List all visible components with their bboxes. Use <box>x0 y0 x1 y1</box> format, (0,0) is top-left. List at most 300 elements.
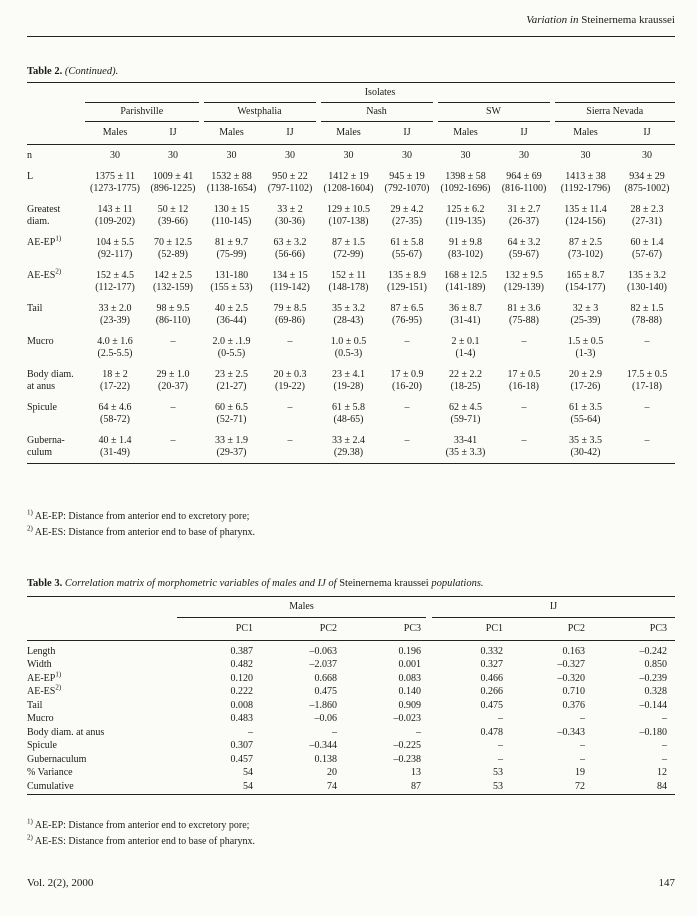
table2-cell-line: 61 ± 3.5 <box>569 402 602 413</box>
table3-cell: 53 <box>493 780 503 792</box>
table2-cell-line: 23 ± 4.1 <box>332 369 365 380</box>
table2-cell-line: 142 ± 2.5 <box>154 270 192 281</box>
table2-cell-line: (19-28) <box>333 381 364 392</box>
table2-cell <box>318 397 379 430</box>
table2-cell-line: – <box>287 435 293 446</box>
table2-row-label-footnote-mark: 1) <box>55 234 62 243</box>
table2-cell-line: 1.5 ± 0.5 <box>567 336 604 347</box>
table2-cell-line: 87 ± 2.5 <box>569 237 602 248</box>
running-head-species: Steinernema kraussei <box>581 14 675 26</box>
table2-cell <box>262 430 318 464</box>
table3-cell: –1.860 <box>309 699 337 711</box>
table2-cell <box>435 430 496 464</box>
table2-cell <box>435 166 496 199</box>
table2-cell <box>496 265 552 298</box>
table2-footnote-1-text: AE-EP: Distance from anterior end to excretory pore; <box>34 511 250 522</box>
table2-cell-line: – <box>404 402 410 413</box>
table2-cell <box>318 166 379 199</box>
table2-cell-line: 152 ± 11 <box>330 270 367 281</box>
table2-cell <box>201 232 262 265</box>
table3-row-label-text: AE-ES <box>27 686 56 698</box>
table2-cell-line: – <box>644 336 650 347</box>
table3-cell: 12 <box>657 767 667 779</box>
table2-cell <box>145 430 201 464</box>
table2-cell-line: (52-71) <box>216 414 247 425</box>
table2-cell <box>379 430 435 464</box>
table2-cell <box>552 166 619 199</box>
table2-cell <box>619 232 675 265</box>
table2-cell-line: 135 ± 8.9 <box>388 270 426 281</box>
table2-cell <box>496 430 552 464</box>
table3-cell: 0.138 <box>314 753 337 765</box>
table2-cell-line: (124-156) <box>565 216 606 227</box>
table2-cell-line: (20-37) <box>158 381 188 392</box>
table2-cell-line: 964 ± 69 <box>506 171 542 182</box>
table3-cell: 0.196 <box>398 645 421 657</box>
table2-cell <box>262 145 318 166</box>
table3-pc-header: PC2 <box>319 623 337 634</box>
table2-cell-line: 30 <box>642 150 652 161</box>
table2-cell-line: 129 ± 10.5 <box>327 204 370 215</box>
table2-cell-line: – <box>521 402 527 413</box>
table2-cell-line: 934 ± 29 <box>629 171 665 182</box>
table2-cell-line: 28 ± 2.3 <box>630 204 664 215</box>
table2-cell <box>496 298 552 331</box>
table2-cell-line: 40 ± 2.5 <box>215 303 248 314</box>
table2-row-label-line: Tail <box>27 303 43 314</box>
table2-cell-line: 82 ± 1.5 <box>630 303 664 314</box>
table3-row-label <box>27 699 177 713</box>
table2-cell-line: 104 ± 5.5 <box>96 237 134 248</box>
table2-cell-line: 1412 ± 19 <box>328 171 369 182</box>
table2-cell-line: 1532 ± 88 <box>211 171 252 182</box>
table2-cell <box>201 331 262 364</box>
table2-cell-line: (154-177) <box>565 282 606 293</box>
table2-cell-line: 168 ± 12.5 <box>444 270 487 281</box>
table2-cell-line: 40 ± 1.4 <box>98 435 132 446</box>
table3-row-label <box>27 672 177 686</box>
table2-cell-line: 135 ± 11.4 <box>564 204 607 215</box>
table2-row-label <box>27 430 85 464</box>
table2-cell-line: (816-1100) <box>501 183 547 194</box>
table2-cell <box>262 166 318 199</box>
table2-cell-line: 29 ± 4.2 <box>390 204 424 215</box>
table2-sex-header: IJ <box>403 127 411 138</box>
table2-sex-header: Males <box>453 127 478 138</box>
table2-cell-line: (75-99) <box>216 249 247 260</box>
table3-cell: – <box>580 753 585 765</box>
table2-cell <box>379 145 435 166</box>
table2-cell-line: (29.38) <box>333 447 364 458</box>
table2-cell-line: 1398 ± 58 <box>445 171 486 182</box>
table2-cell-line: (52-89) <box>158 249 188 260</box>
table2-cell-line: (1138-1654) <box>206 183 257 194</box>
table2-row <box>27 145 675 166</box>
table2-cell-line: 30 <box>460 150 471 161</box>
table3-row <box>27 672 675 686</box>
table2-cell-line: (25-39) <box>570 315 601 326</box>
table2-row-label <box>27 145 85 166</box>
table2-cell-line: 30 <box>110 150 120 161</box>
table2-cell <box>262 265 318 298</box>
table2-row <box>27 166 675 199</box>
table2-cell-line: 50 ± 12 <box>157 204 189 215</box>
table2-cell-line: (17-26) <box>570 381 601 392</box>
table2-cell-line: (112-177) <box>95 282 135 293</box>
table2-cell-line: (130-140) <box>627 282 667 293</box>
table2-cell <box>619 166 675 199</box>
table3-cell: – <box>498 713 503 725</box>
table3-row-label-text: Width <box>27 659 52 671</box>
table3-cell: 0.376 <box>562 699 585 711</box>
table2-cell-line: 33 ± 2.0 <box>98 303 132 314</box>
table2-group-header: Isolates <box>85 83 675 103</box>
table2-cell-line: (17-18) <box>632 381 662 392</box>
table2-cell-line: (35 ± 3.3) <box>445 447 486 458</box>
table2-cell-line: 30 <box>285 150 295 161</box>
table3-cell: – <box>580 740 585 752</box>
table2-cell-line: (72-99) <box>333 249 364 260</box>
table3-cell: 0.222 <box>230 686 253 698</box>
table2-cell <box>552 397 619 430</box>
table2-cell <box>145 298 201 331</box>
table2-cell-line: 4.0 ± 1.6 <box>97 336 133 347</box>
table3-footnote-2-text: AE-ES: Distance from anterior end to base of pharynx. <box>34 836 256 847</box>
table2-cell-line: 36 ± 8.7 <box>449 303 482 314</box>
table2-cell <box>379 298 435 331</box>
table2-cell-line: – <box>644 402 650 413</box>
table3-cell: 0.909 <box>398 699 421 711</box>
table3-cell: 54 <box>243 780 253 792</box>
table2-cell <box>262 232 318 265</box>
table2-cell <box>435 364 496 397</box>
table2-cell <box>318 364 379 397</box>
table3-cell: 87 <box>411 780 421 792</box>
table2-cell-line: – <box>644 435 650 446</box>
table2-row-label-line: Greatest <box>27 204 61 215</box>
table2-cell <box>318 430 379 464</box>
table2-cell <box>85 397 145 430</box>
table2-cell <box>552 199 619 232</box>
table2-cell <box>318 298 379 331</box>
table3-cell: 54 <box>243 767 253 779</box>
table2-sex-header: IJ <box>643 127 651 138</box>
table2-cell-line: (27-31) <box>632 216 662 227</box>
table2-cell-line: (110-145) <box>211 216 252 227</box>
table2-row-label <box>27 265 85 298</box>
table3-cell: 0.332 <box>480 645 503 657</box>
table3-cell: – <box>416 726 421 738</box>
table2-cell <box>262 397 318 430</box>
table2-cell-line: (155 ± 53) <box>210 282 253 293</box>
table3-cell: –0.344 <box>309 740 337 752</box>
table2-population-header: SW <box>435 103 552 122</box>
table3-row-label-text: Gubernaculum <box>27 753 87 765</box>
table2-cell <box>262 199 318 232</box>
table2-cell <box>619 298 675 331</box>
table3-cell: 13 <box>411 767 421 779</box>
table2-row-label-footnote-mark: 2) <box>55 267 62 276</box>
table2-row-label-line: AE-EP$^{1)}$ <box>27 234 62 248</box>
table2-cell-line: (83-102) <box>448 249 483 260</box>
table2-cell-line: 152 ± 4.5 <box>96 270 134 281</box>
table2-cell <box>201 199 262 232</box>
table2-cell-line: – <box>404 435 410 446</box>
table2-cell-line: (132-159) <box>153 282 193 293</box>
table3-cell: 0.466 <box>480 672 503 684</box>
table2-cell <box>619 199 675 232</box>
table3-row <box>27 641 675 659</box>
table2-cell-line: (1273-1775) <box>90 183 140 194</box>
table3-cell: 0.387 <box>230 645 253 657</box>
table2-cell-line: 20 ± 0.3 <box>273 369 307 380</box>
table3-row-label-text: Mucro <box>27 713 54 725</box>
table2-cell <box>85 166 145 199</box>
table2-row-label <box>27 331 85 364</box>
table2-cell-line: 17.5 ± 0.5 <box>626 369 668 380</box>
table2-cell-line: 81 ± 3.6 <box>507 303 541 314</box>
table2-cell <box>552 232 619 265</box>
table3-title <box>27 578 484 589</box>
table2-cell-line: 91 ± 9.8 <box>449 237 482 248</box>
page-number: 147 <box>658 877 675 889</box>
table2-cell <box>145 166 201 199</box>
table3-cell: –2.037 <box>309 659 337 671</box>
table3-cell: –0.180 <box>639 726 667 738</box>
table3-row-label <box>27 726 177 740</box>
table3-label: Table 3. <box>27 578 63 589</box>
table3-row <box>27 740 675 754</box>
table2-cell-line: – <box>521 336 527 347</box>
table2-sex-header: IJ <box>169 127 177 138</box>
table2-row-label-line: Guberna- <box>27 435 65 446</box>
table3-cell: –0.327 <box>557 659 585 671</box>
table2-cell-line: 132 ± 9.5 <box>505 270 543 281</box>
table3-cell: –0.239 <box>639 672 667 684</box>
table2-cell <box>435 232 496 265</box>
table2-cell-line: (1092-1696) <box>440 183 491 194</box>
table2-cell-line: 130 ± 15 <box>213 204 250 215</box>
table2-cell <box>496 166 552 199</box>
table2-cell-line: (896-1225) <box>150 183 196 194</box>
table2-cell <box>379 397 435 430</box>
table2-cell-line: (16-18) <box>509 381 539 392</box>
table3-row-label-footnote-mark: 1) <box>55 670 62 679</box>
table2-cell-line: 30 <box>226 150 237 161</box>
table3-cell: – <box>662 753 667 765</box>
table3-row <box>27 726 675 740</box>
table3-row-label <box>27 767 177 781</box>
table2-cell <box>85 364 145 397</box>
table3-cell: – <box>498 740 503 752</box>
table2-cell-line: 29 ± 1.0 <box>156 369 190 380</box>
table2-row <box>27 298 675 331</box>
table2-row-label-line: culum <box>27 447 52 458</box>
table2-cell-line: (141-189) <box>445 282 486 293</box>
table2-cell-line: 134 ± 15 <box>272 270 308 281</box>
table2-row <box>27 331 675 364</box>
table2-cell <box>552 364 619 397</box>
table2-population-header: Nash <box>318 103 435 122</box>
table3-cell: 0.328 <box>644 686 667 698</box>
table2-cell-line: (30-36) <box>275 216 305 227</box>
table2-cell <box>85 331 145 364</box>
table2-cell-line: 165 ± 8.7 <box>566 270 605 281</box>
table2-cell <box>552 331 619 364</box>
table3-cell: –0.023 <box>393 713 421 725</box>
table2-cell <box>496 145 552 166</box>
running-head <box>526 14 675 26</box>
table2-cell-line: (59-71) <box>450 414 481 425</box>
table2-cell-line: 125 ± 6.2 <box>446 204 485 215</box>
table3-pc-header: PC1 <box>235 623 253 634</box>
table3 <box>27 596 675 795</box>
table2-population-header: Sierra Nevada <box>552 103 675 122</box>
table3-cell: 0.327 <box>480 659 503 671</box>
table2-cell-line: (1192-1796) <box>560 183 611 194</box>
table2-cell-line: – <box>404 336 410 347</box>
table2-cell <box>619 145 675 166</box>
table2-cell <box>85 199 145 232</box>
table2-cell-line: (148-178) <box>328 282 369 293</box>
table2-sex-header: Males <box>573 127 598 138</box>
table3-cell: 0.850 <box>644 659 667 671</box>
table2-cell <box>85 265 145 298</box>
table2-footnote-1-mark: 1) <box>27 508 33 517</box>
table2-cell-line: 30 <box>343 150 354 161</box>
table2-cell-line: (86-110) <box>155 315 191 326</box>
table3-cell: 53 <box>493 767 503 779</box>
table2-row-label <box>27 397 85 430</box>
table2-cell <box>318 199 379 232</box>
table2-footnote-2 <box>27 526 255 540</box>
table2-cell-line: 32 ± 3 <box>572 303 599 314</box>
table2-cell-line: 135 ± 3.2 <box>628 270 666 281</box>
table2-cell-line: 31 ± 2.7 <box>507 204 541 215</box>
table3-row <box>27 713 675 727</box>
table2-cell <box>201 298 262 331</box>
table3-row <box>27 753 675 767</box>
table2-cell-line: 79 ± 8.5 <box>273 303 307 314</box>
table3-cell: – <box>248 726 253 738</box>
table2-cell <box>435 265 496 298</box>
table3-cell: –0.242 <box>639 645 667 657</box>
table3-row-label-text: Length <box>27 645 56 657</box>
table3-row-label-text: Spicule <box>27 740 57 752</box>
table3-cell: – <box>580 713 585 725</box>
table3-cell: –0.225 <box>393 740 421 752</box>
table2-cell-line: (78-88) <box>632 315 662 326</box>
table3-caption: Correlation matrix of morphometric variables of males and IJ of <box>64 578 337 589</box>
table2-cell-line: 60 ± 1.4 <box>630 237 664 248</box>
table3-cell: 0.008 <box>230 699 253 711</box>
table2-title <box>27 66 118 77</box>
table2-cell <box>379 232 435 265</box>
table2-cell <box>318 331 379 364</box>
table2-cell <box>145 232 201 265</box>
table3-cell: – <box>332 726 337 738</box>
table2-cell-line: (18-25) <box>450 381 481 392</box>
table2-cell-line: 33 ± 2.4 <box>332 435 365 446</box>
table2-cell-line: (1208-1604) <box>323 183 374 194</box>
table3-row-label-text: Cumulative <box>27 780 74 792</box>
table2-cell <box>435 298 496 331</box>
table3-row-label <box>27 683 177 700</box>
table2-cell-line: 1.0 ± 0.5 <box>330 336 367 347</box>
table2-cell <box>262 298 318 331</box>
table2-cell-line: 87 ± 6.5 <box>390 303 424 314</box>
table2-cell <box>379 166 435 199</box>
table3-row-label <box>27 740 177 754</box>
table2-cell-line: – <box>170 336 176 347</box>
table2-cell-line: (797-1102) <box>267 183 313 194</box>
table2-cell-line: 131-180 <box>214 270 249 281</box>
table3-group-ij: IJ <box>429 597 675 618</box>
table2-cell <box>379 199 435 232</box>
table2-cell-line: 30 <box>402 150 412 161</box>
table2-cell <box>552 430 619 464</box>
table3-row <box>27 780 675 794</box>
table2-cell-line: (19-22) <box>275 381 305 392</box>
table2-row-label <box>27 166 85 199</box>
table3-row <box>27 686 675 700</box>
table2-cell <box>145 145 201 166</box>
table2-cell-line: 62 ± 4.5 <box>449 402 482 413</box>
table3-cell: 0.307 <box>230 740 253 752</box>
table3-footnote-1-text: AE-EP: Distance from anterior end to excretory pore; <box>34 820 250 831</box>
table3-pc-header: PC3 <box>403 623 421 634</box>
table2-cell-line: (109-202) <box>95 216 135 227</box>
header-rule <box>27 36 675 37</box>
table2-cell-line: (26-37) <box>509 216 539 227</box>
table3-caption-species: Steinernema kraussei <box>339 578 429 589</box>
table2-cell <box>201 265 262 298</box>
table2-cell-line: (36-44) <box>216 315 247 326</box>
table2-cell-line: (55-64) <box>570 414 601 425</box>
table2-sex-header: Males <box>219 127 244 138</box>
table2-cell <box>318 232 379 265</box>
table2-cell <box>85 145 145 166</box>
table3-pc-header: PC2 <box>567 623 585 634</box>
table2-row <box>27 265 675 298</box>
table3-cell: –0.063 <box>309 645 337 657</box>
table2-cell <box>552 265 619 298</box>
table2-cell-line: (16-20) <box>392 381 422 392</box>
table3-row-label-text: Tail <box>27 699 43 711</box>
table3-row-label <box>27 641 177 659</box>
table3-cell: 74 <box>327 780 337 792</box>
table3-pc-header: PC1 <box>485 623 503 634</box>
table3-footnote-1-mark: 1) <box>27 817 33 826</box>
table2-cell <box>496 397 552 430</box>
table2-cell-line: (27-35) <box>392 216 422 227</box>
table2-cell-line: 64 ± 3.2 <box>507 237 541 248</box>
table2-cell-line: (92-117) <box>97 249 133 260</box>
table2-cell-line: 30 <box>519 150 529 161</box>
table2-cell-line: 64 ± 4.6 <box>98 402 132 413</box>
table3-row-label <box>27 780 177 794</box>
table2-cell <box>145 364 201 397</box>
table2-cell-line: 30 <box>580 150 591 161</box>
table2-cell <box>496 232 552 265</box>
table2-cell-line: (30-42) <box>570 447 601 458</box>
table3-cell: 0.668 <box>314 672 337 684</box>
table2-cell-line: 61 ± 5.8 <box>390 237 424 248</box>
table2-cell-line: (129-151) <box>387 282 427 293</box>
table2-row-label-line: Spicule <box>27 402 57 413</box>
table3-cell: 0.483 <box>230 713 253 725</box>
table2-label: Table 2. <box>27 66 63 77</box>
